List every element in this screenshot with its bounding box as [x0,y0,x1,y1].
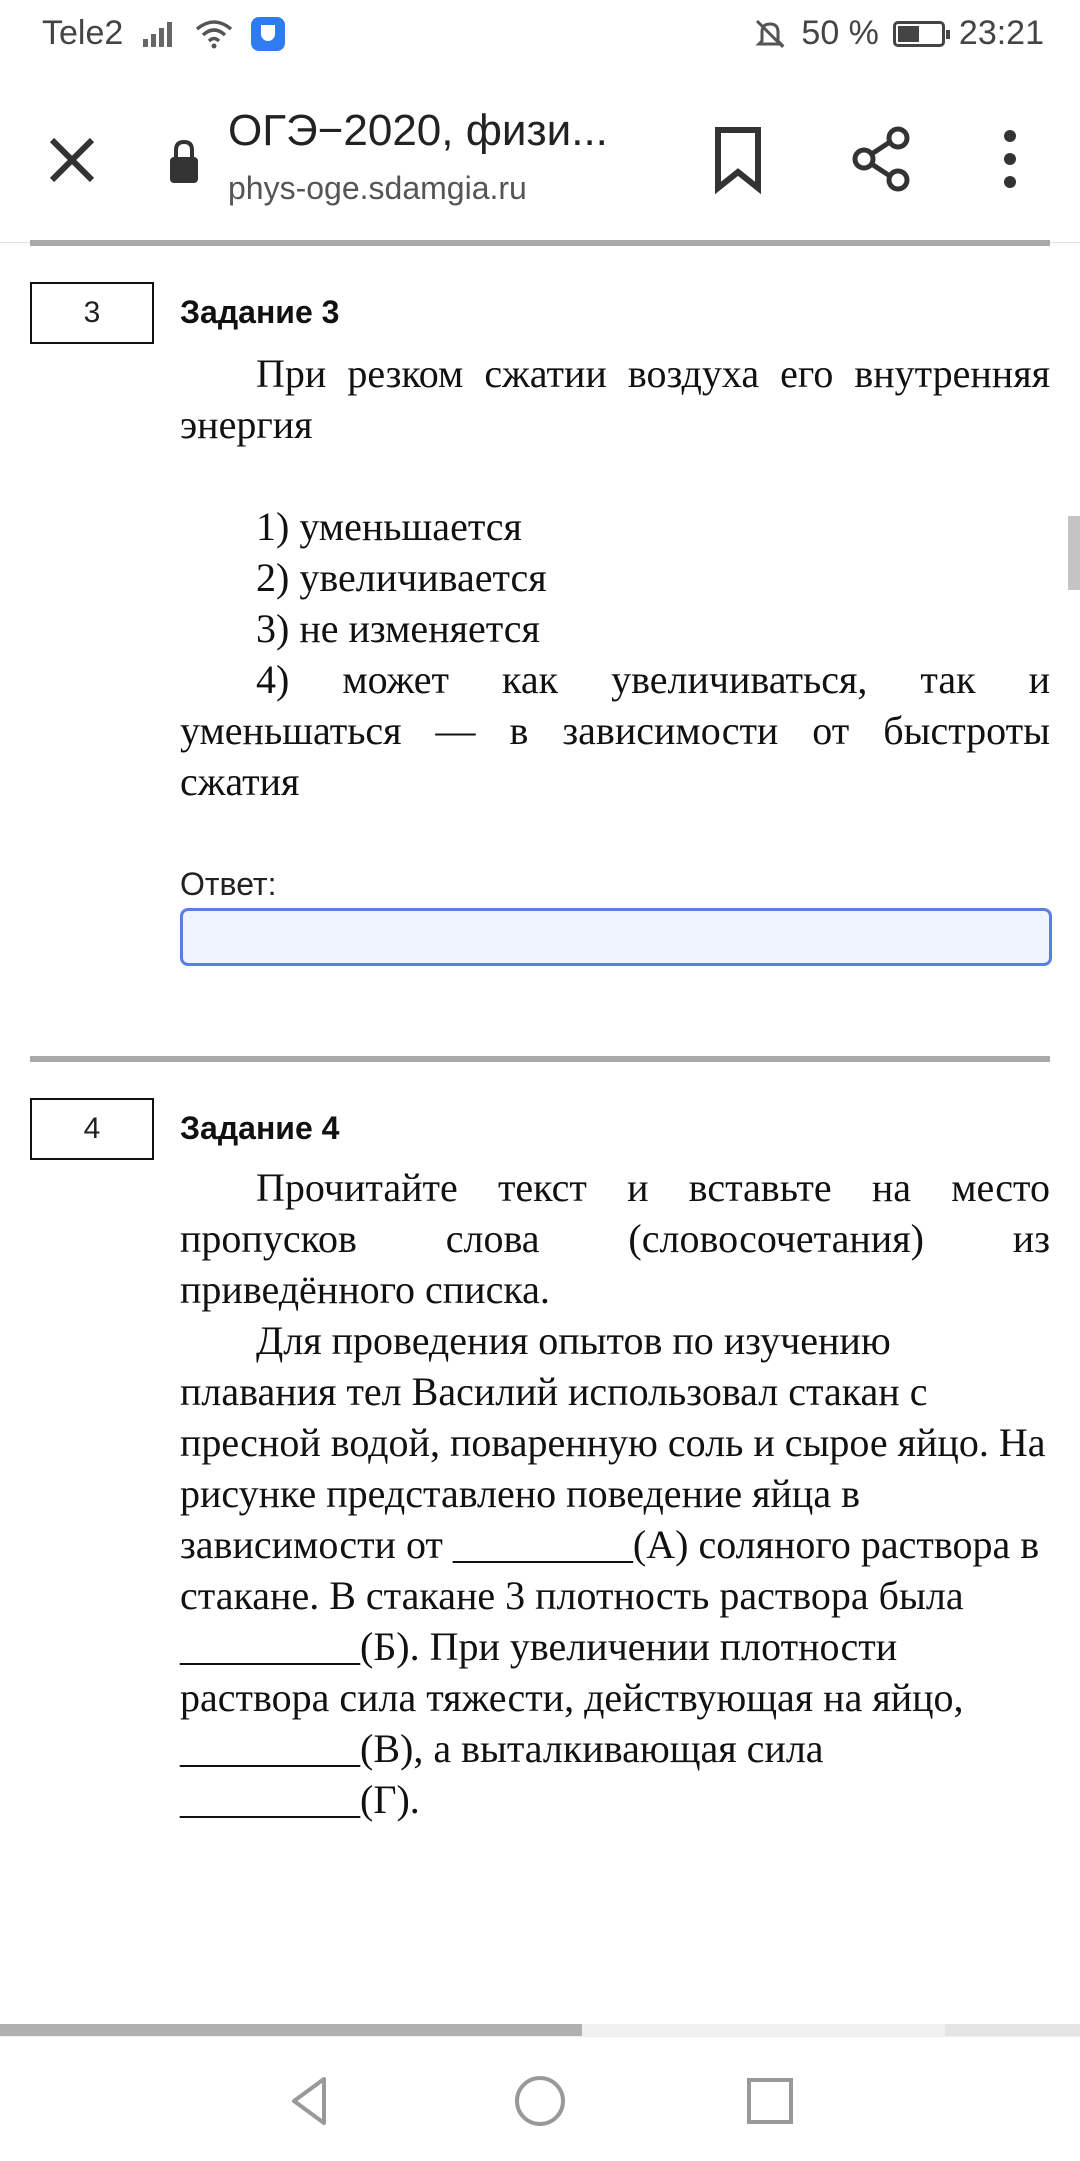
mute-icon [753,17,787,51]
status-left [42,14,285,53]
answer-option: 2) увеличивается [256,555,547,600]
task-title: Задание 4 [180,1110,340,1146]
horizontal-scrollbar[interactable] [0,2024,1080,2036]
wifi-icon [195,19,233,49]
page-url[interactable]: phys-oge.sdamgia.ru [228,170,527,206]
page-title[interactable]: ОГЭ−2020, физи... [228,106,608,155]
home-icon[interactable] [510,2071,570,2131]
status-right [753,14,1044,53]
task-body [180,348,1050,807]
bookmark-icon[interactable] [708,124,768,194]
divider [30,1056,1050,1062]
recents-icon[interactable] [740,2071,800,2131]
battery-level [898,26,919,42]
spacer [180,450,1050,501]
carrier-name: Tele2 [42,14,124,52]
answer-option: 1) уменьшается [256,504,522,549]
task-question: При резком сжатии воздуха его внутренняя энергия [180,351,1050,447]
status-bar [0,0,1080,72]
vertical-scrollbar[interactable] [1068,516,1080,590]
task-paragraph: Для проведения опытов по изучению плавания тел Василий использовал стакан с пресной водой, поваренную соль и сырое яйцо. На рисунке представлено поведение яйца в зависимости от _________(А) соляного раствора в стакане. В стакане 3 плотность раствора была _________(Б). При увеличении плотности раствора сила тяжести, действующая на яйцо, _________(В), а выталкивающая сила _________(Г). [180,1318,1046,1822]
task-body [180,1162,1050,1825]
task-number-box: 3 [30,282,154,344]
divider [30,240,1050,246]
battery-percent: 50 % [801,14,879,52]
clock: 23:21 [958,14,1044,52]
close-icon[interactable] [40,128,104,192]
battery-icon [893,21,945,47]
task-title: Задание 3 [180,294,340,330]
signal-icon [141,19,177,49]
back-icon[interactable] [280,2071,340,2131]
lock-icon [168,138,200,186]
answer-option: 3) не изменяется [256,606,540,651]
shield-icon [251,17,285,51]
more-vert-icon[interactable] [990,124,1030,194]
share-icon[interactable] [848,124,918,194]
task-number-box: 4 [30,1098,154,1160]
browser-toolbar [0,72,1080,243]
navigation-bar [0,2036,1080,2161]
horizontal-scroll-thumb[interactable] [0,2024,582,2036]
task-paragraph: Прочитайте текст и вставьте на место пропусков слова (словосочетания) из приведённого списка. [180,1165,1050,1312]
answer-input[interactable] [180,908,1052,966]
answer-option: 4) может как увеличиваться, так и уменьшаться — в зависимости от быстроты сжатия [180,657,1050,804]
answer-label: Ответ: [180,866,277,902]
